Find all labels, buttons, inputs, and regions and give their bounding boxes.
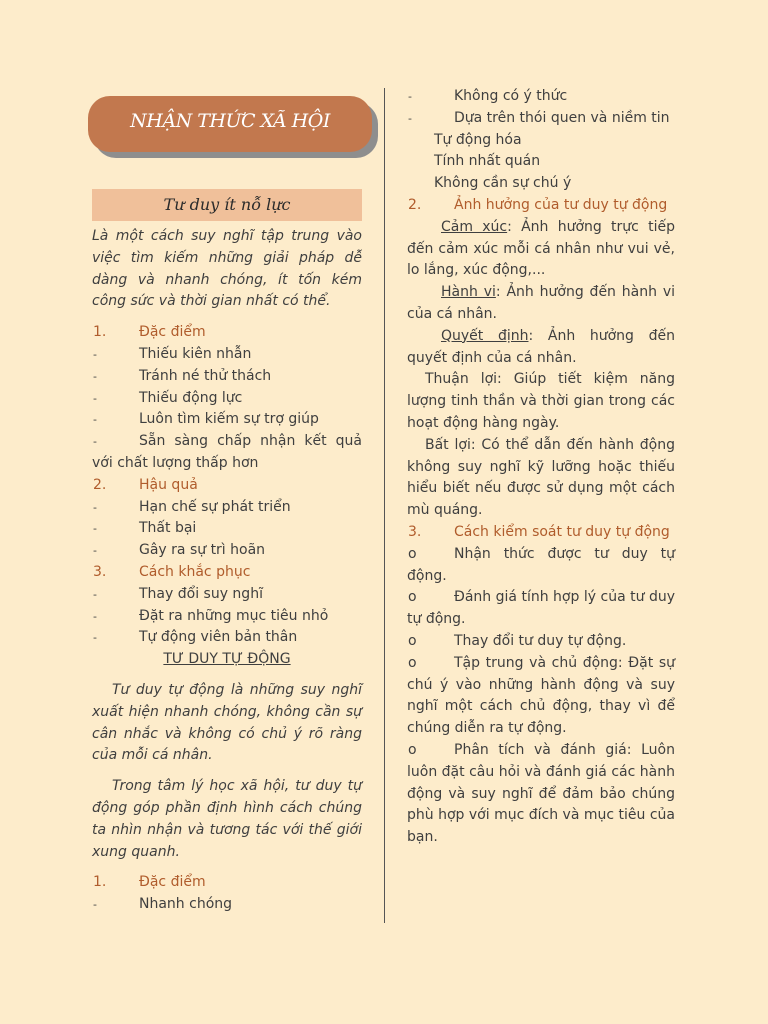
bullet-marker: o: [408, 632, 417, 649]
list-item: [92, 388, 362, 410]
bullet-marker: -: [93, 631, 97, 645]
list-item: [407, 86, 675, 108]
section-heading: [92, 872, 362, 894]
list-item: [92, 627, 362, 649]
list-item: [92, 344, 362, 366]
section-title: Ảnh hưởng của tư duy tự động: [454, 196, 668, 213]
list-item: [407, 108, 675, 130]
bullet-marker: o: [408, 741, 417, 758]
bullet-marker: -: [408, 90, 412, 103]
list-item: [92, 894, 362, 916]
bullet-marker: -: [93, 500, 97, 514]
list-item-text: Dựa trên thói quen và niềm tin: [454, 109, 670, 126]
bullet-marker: -: [93, 391, 97, 405]
section-heading: [407, 522, 675, 544]
list: [92, 894, 362, 916]
list-item: [92, 606, 362, 628]
section-number: 2.: [408, 196, 422, 213]
list-item: [92, 431, 362, 475]
list-item: [92, 366, 362, 388]
list-item-text: Thiếu động lực: [139, 389, 243, 406]
section-heading: [92, 475, 362, 497]
list-item-text: Không có ý thức: [454, 88, 568, 104]
effect-paragraph: [407, 326, 675, 370]
effect-text: : Ảnh hưởng đến quyết định của cá nhân.: [407, 327, 675, 366]
section-title: Hậu quả: [139, 476, 198, 493]
effect-label: Cảm xúc: [441, 218, 508, 235]
list: [407, 86, 675, 130]
effect-paragraph: [407, 217, 675, 282]
list-item-text: Nhanh chóng: [139, 896, 233, 913]
list: [92, 497, 362, 562]
bullet-marker: -: [93, 544, 97, 558]
list-item: Tính nhất quán: [434, 153, 541, 170]
title-banner: [88, 96, 372, 152]
section-number: 3.: [408, 523, 422, 540]
effects-list: [407, 217, 675, 370]
section-title: Đặc điểm: [139, 874, 206, 891]
intro-paragraph: Là một cách suy nghĩ tập trung vào việc tìm kiếm những giải pháp dễ dàng và nhanh chóng, ít tốn kém công sức và thời gian nhất có thể.: [92, 228, 362, 310]
effect-label: Hành vi: [441, 284, 496, 301]
list: [92, 584, 362, 649]
section-number: 3.: [93, 563, 107, 580]
right-column: [407, 86, 675, 849]
list-item-text: Tự động viên bản thân: [139, 629, 298, 646]
list-item-text: Sẵn sàng chấp nhận kết quả với chất lượng thấp hơn: [92, 433, 362, 471]
list-item: [92, 540, 362, 562]
list-item: [407, 544, 675, 588]
list-item: [92, 409, 362, 431]
list: [92, 344, 362, 475]
automatic-paragraph-2: Trong tâm lý học xã hội, tư duy tự động góp phần định hình cách chúng ta nhìn nhận và tương tác với thế giới xung quanh.: [92, 778, 362, 860]
section-title: Cách kiểm soát tư duy tự động: [454, 523, 670, 540]
effect-label: Quyết định: [441, 327, 529, 344]
section-title: Cách khắc phục: [139, 563, 251, 580]
bullet-marker: o: [408, 545, 417, 562]
bullet-marker: -: [93, 369, 97, 383]
section-heading: [92, 562, 362, 584]
list-item-text: Đánh giá tính hợp lý của tư duy tự động.: [407, 589, 675, 628]
list-item: [407, 740, 675, 849]
bullet-marker: -: [93, 609, 97, 623]
list-item-text: Luôn tìm kiếm sự trợ giúp: [139, 411, 319, 428]
disadvantage-paragraph: Bất lợi: Có thể dẫn đến hành động không suy nghĩ kỹ lưỡng hoặc thiếu hiểu biết nếu được sử dụng một cách mù quáng.: [407, 436, 675, 519]
section-number: 1.: [93, 324, 107, 341]
section-heading: [92, 322, 362, 344]
section-number: 2.: [93, 476, 107, 493]
bullet-marker: -: [93, 435, 97, 449]
list-item-text: Thiếu kiên nhẫn: [139, 345, 252, 362]
list-item: Không cần sự chú ý: [434, 175, 572, 192]
list-item: Tự động hóa: [434, 131, 522, 148]
bullet-marker: -: [93, 522, 97, 536]
bullet-marker: -: [93, 898, 97, 912]
left-column: [92, 226, 362, 916]
list-item: [407, 587, 675, 631]
automatic-paragraph-1: Tư duy tự động là những suy nghĩ xuất hiện nhanh chóng, không cần sự cân nhắc và không có chủ ý rõ ràng của mỗi cá nhân.: [92, 681, 362, 764]
list-item-text: Thay đổi tư duy tự động.: [454, 632, 627, 649]
bullet-marker: o: [408, 654, 417, 671]
list-item: [92, 584, 362, 606]
advantage-paragraph: Thuận lợi: Giúp tiết kiệm năng lượng tinh thần và thời gian trong các hoạt động hàng ngày.: [407, 371, 675, 431]
automatic-thinking-title: TƯ DUY TỰ ĐỘNG: [163, 651, 291, 668]
list-item-text: Thay đổi suy nghĩ: [139, 585, 263, 602]
control-list: [407, 544, 675, 849]
subheader-effortless-thinking: Tư duy ít nỗ lực: [92, 189, 362, 221]
list-item-text: Nhận thức được tư duy tự động.: [407, 545, 675, 584]
bullet-marker: -: [93, 587, 97, 601]
bullet-marker: -: [93, 413, 97, 427]
plain-list: [407, 130, 675, 195]
bullet-marker: -: [408, 111, 412, 125]
list-item-text: Thất bại: [139, 520, 197, 537]
bullet-marker: o: [408, 589, 417, 606]
list-item: [92, 518, 362, 540]
list-item: [407, 653, 675, 740]
list-item-text: Tập trung và chủ động: Đặt sự chú ý vào những hành động và suy nghĩ một cách chủ động, thay vì để chúng diễn ra tự động.: [407, 654, 675, 737]
effect-paragraph: [407, 282, 675, 326]
section-number: 1.: [93, 874, 107, 891]
list-item-text: Phân tích và đánh giá: Luôn luôn đặt câu hỏi và đánh giá các hành động và suy nghĩ để đảm bảo chúng phù hợp với mục đích và mục tiêu của bạn.: [407, 741, 675, 846]
section-heading: [407, 195, 675, 217]
bullet-marker: -: [93, 347, 97, 361]
list-item-text: Hạn chế sự phát triển: [139, 498, 291, 515]
banner-title: NHẬN THỨC XÃ HỘI: [130, 110, 330, 132]
section-title: Đặc điểm: [139, 324, 206, 341]
effect-text: : Ảnh hưởng đến hành vi của cá nhân.: [407, 284, 676, 322]
list-item: [407, 631, 675, 653]
list-item-text: Tránh né thử thách: [139, 367, 272, 384]
list-item-text: Gây ra sự trì hoãn: [139, 542, 266, 559]
effect-text: : Ảnh hưởng trực tiếp đến cảm xúc mỗi cá nhân như vui vẻ, lo lắng, xúc động,...: [407, 218, 675, 279]
column-divider: [384, 88, 385, 923]
list-item-text: Đặt ra những mục tiêu nhỏ: [139, 607, 329, 624]
list-item: [92, 497, 362, 519]
